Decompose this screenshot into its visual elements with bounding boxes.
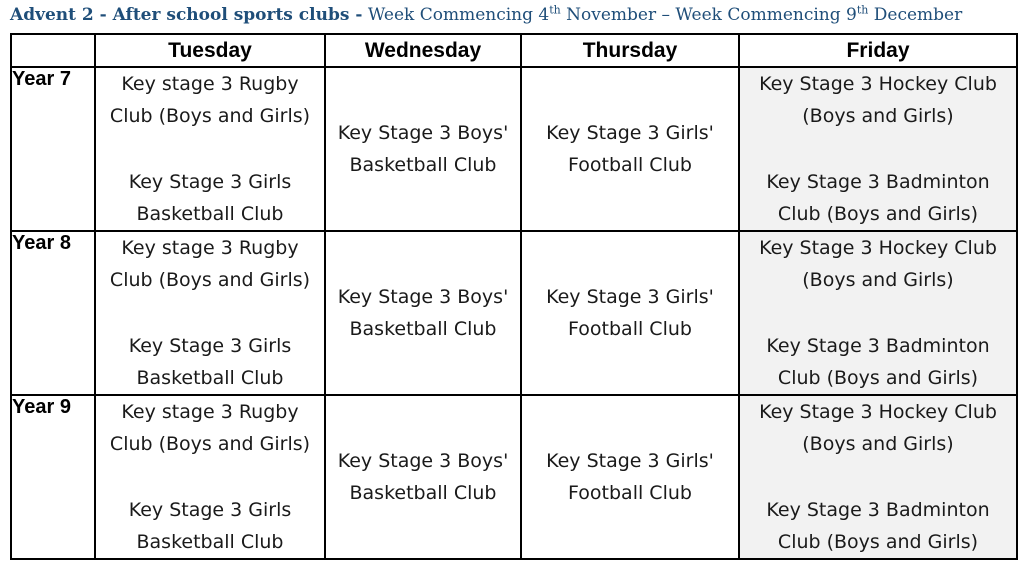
title-week-start: Week Commencing 4 — [367, 5, 550, 25]
club-entry: Key Stage 3 Hockey Club (Boys and Girls) — [759, 401, 997, 455]
thursday-cell — [521, 395, 739, 559]
day-header-friday: Friday — [739, 34, 1017, 67]
tuesday-cell — [95, 395, 325, 559]
day-header-wednesday: Wednesday — [325, 34, 521, 67]
club-entry: Key Stage 3 Girls Basketball Club — [128, 171, 292, 225]
club-entry: Key Stage 3 Boys' Basketball Club — [337, 122, 509, 176]
friday-cell — [739, 231, 1017, 395]
page-title — [10, 4, 1014, 30]
wednesday-cell — [325, 231, 521, 395]
friday-cell — [739, 67, 1017, 231]
year-label: Year 9 — [11, 395, 95, 559]
year-label: Year 7 — [11, 67, 95, 231]
club-entry: Key Stage 3 Girls Basketball Club — [128, 335, 292, 389]
club-entry: Key Stage 3 Girls' Football Club — [546, 286, 714, 340]
table-row — [11, 231, 1017, 395]
club-entry: Key Stage 3 Badminton Club (Boys and Girls) — [766, 171, 990, 225]
wednesday-cell — [325, 67, 521, 231]
tuesday-cell — [95, 67, 325, 231]
club-entry: Key Stage 3 Boys' Basketball Club — [337, 286, 509, 340]
thursday-cell — [521, 231, 739, 395]
club-entry: Key Stage 3 Hockey Club (Boys and Girls) — [759, 73, 997, 127]
title-week-end: December — [873, 5, 963, 25]
club-entry: Key Stage 3 Girls Basketball Club — [128, 499, 292, 553]
club-entry: Key stage 3 Rugby Club (Boys and Girls) — [109, 73, 311, 127]
day-header-thursday: Thursday — [521, 34, 739, 67]
title-bold-part: Advent 2 - After school sports clubs - — [10, 5, 363, 25]
title-ordinal-2: th — [856, 3, 869, 17]
club-entry: Key Stage 3 Boys' Basketball Club — [337, 450, 509, 504]
club-entry: Key stage 3 Rugby Club (Boys and Girls) — [109, 237, 311, 291]
year-label: Year 8 — [11, 231, 95, 395]
header-row — [11, 34, 1017, 67]
thursday-cell — [521, 67, 739, 231]
friday-cell — [739, 395, 1017, 559]
tuesday-cell — [95, 231, 325, 395]
title-week-range: November – Week Commencing 9 — [566, 5, 857, 25]
day-header-tuesday: Tuesday — [95, 34, 325, 67]
club-entry: Key Stage 3 Hockey Club (Boys and Girls) — [759, 237, 997, 291]
title-ordinal-1: th — [549, 3, 561, 17]
table-row — [11, 67, 1017, 231]
wednesday-cell — [325, 395, 521, 559]
corner-cell — [11, 34, 95, 67]
club-entry: Key Stage 3 Girls' Football Club — [546, 122, 714, 176]
club-entry: Key Stage 3 Girls' Football Club — [546, 450, 714, 504]
club-entry: Key Stage 3 Badminton Club (Boys and Girls) — [766, 499, 990, 553]
clubs-timetable — [10, 33, 1018, 560]
table-row — [11, 395, 1017, 559]
club-entry: Key stage 3 Rugby Club (Boys and Girls) — [109, 401, 311, 455]
club-entry: Key Stage 3 Badminton Club (Boys and Girls) — [766, 335, 990, 389]
